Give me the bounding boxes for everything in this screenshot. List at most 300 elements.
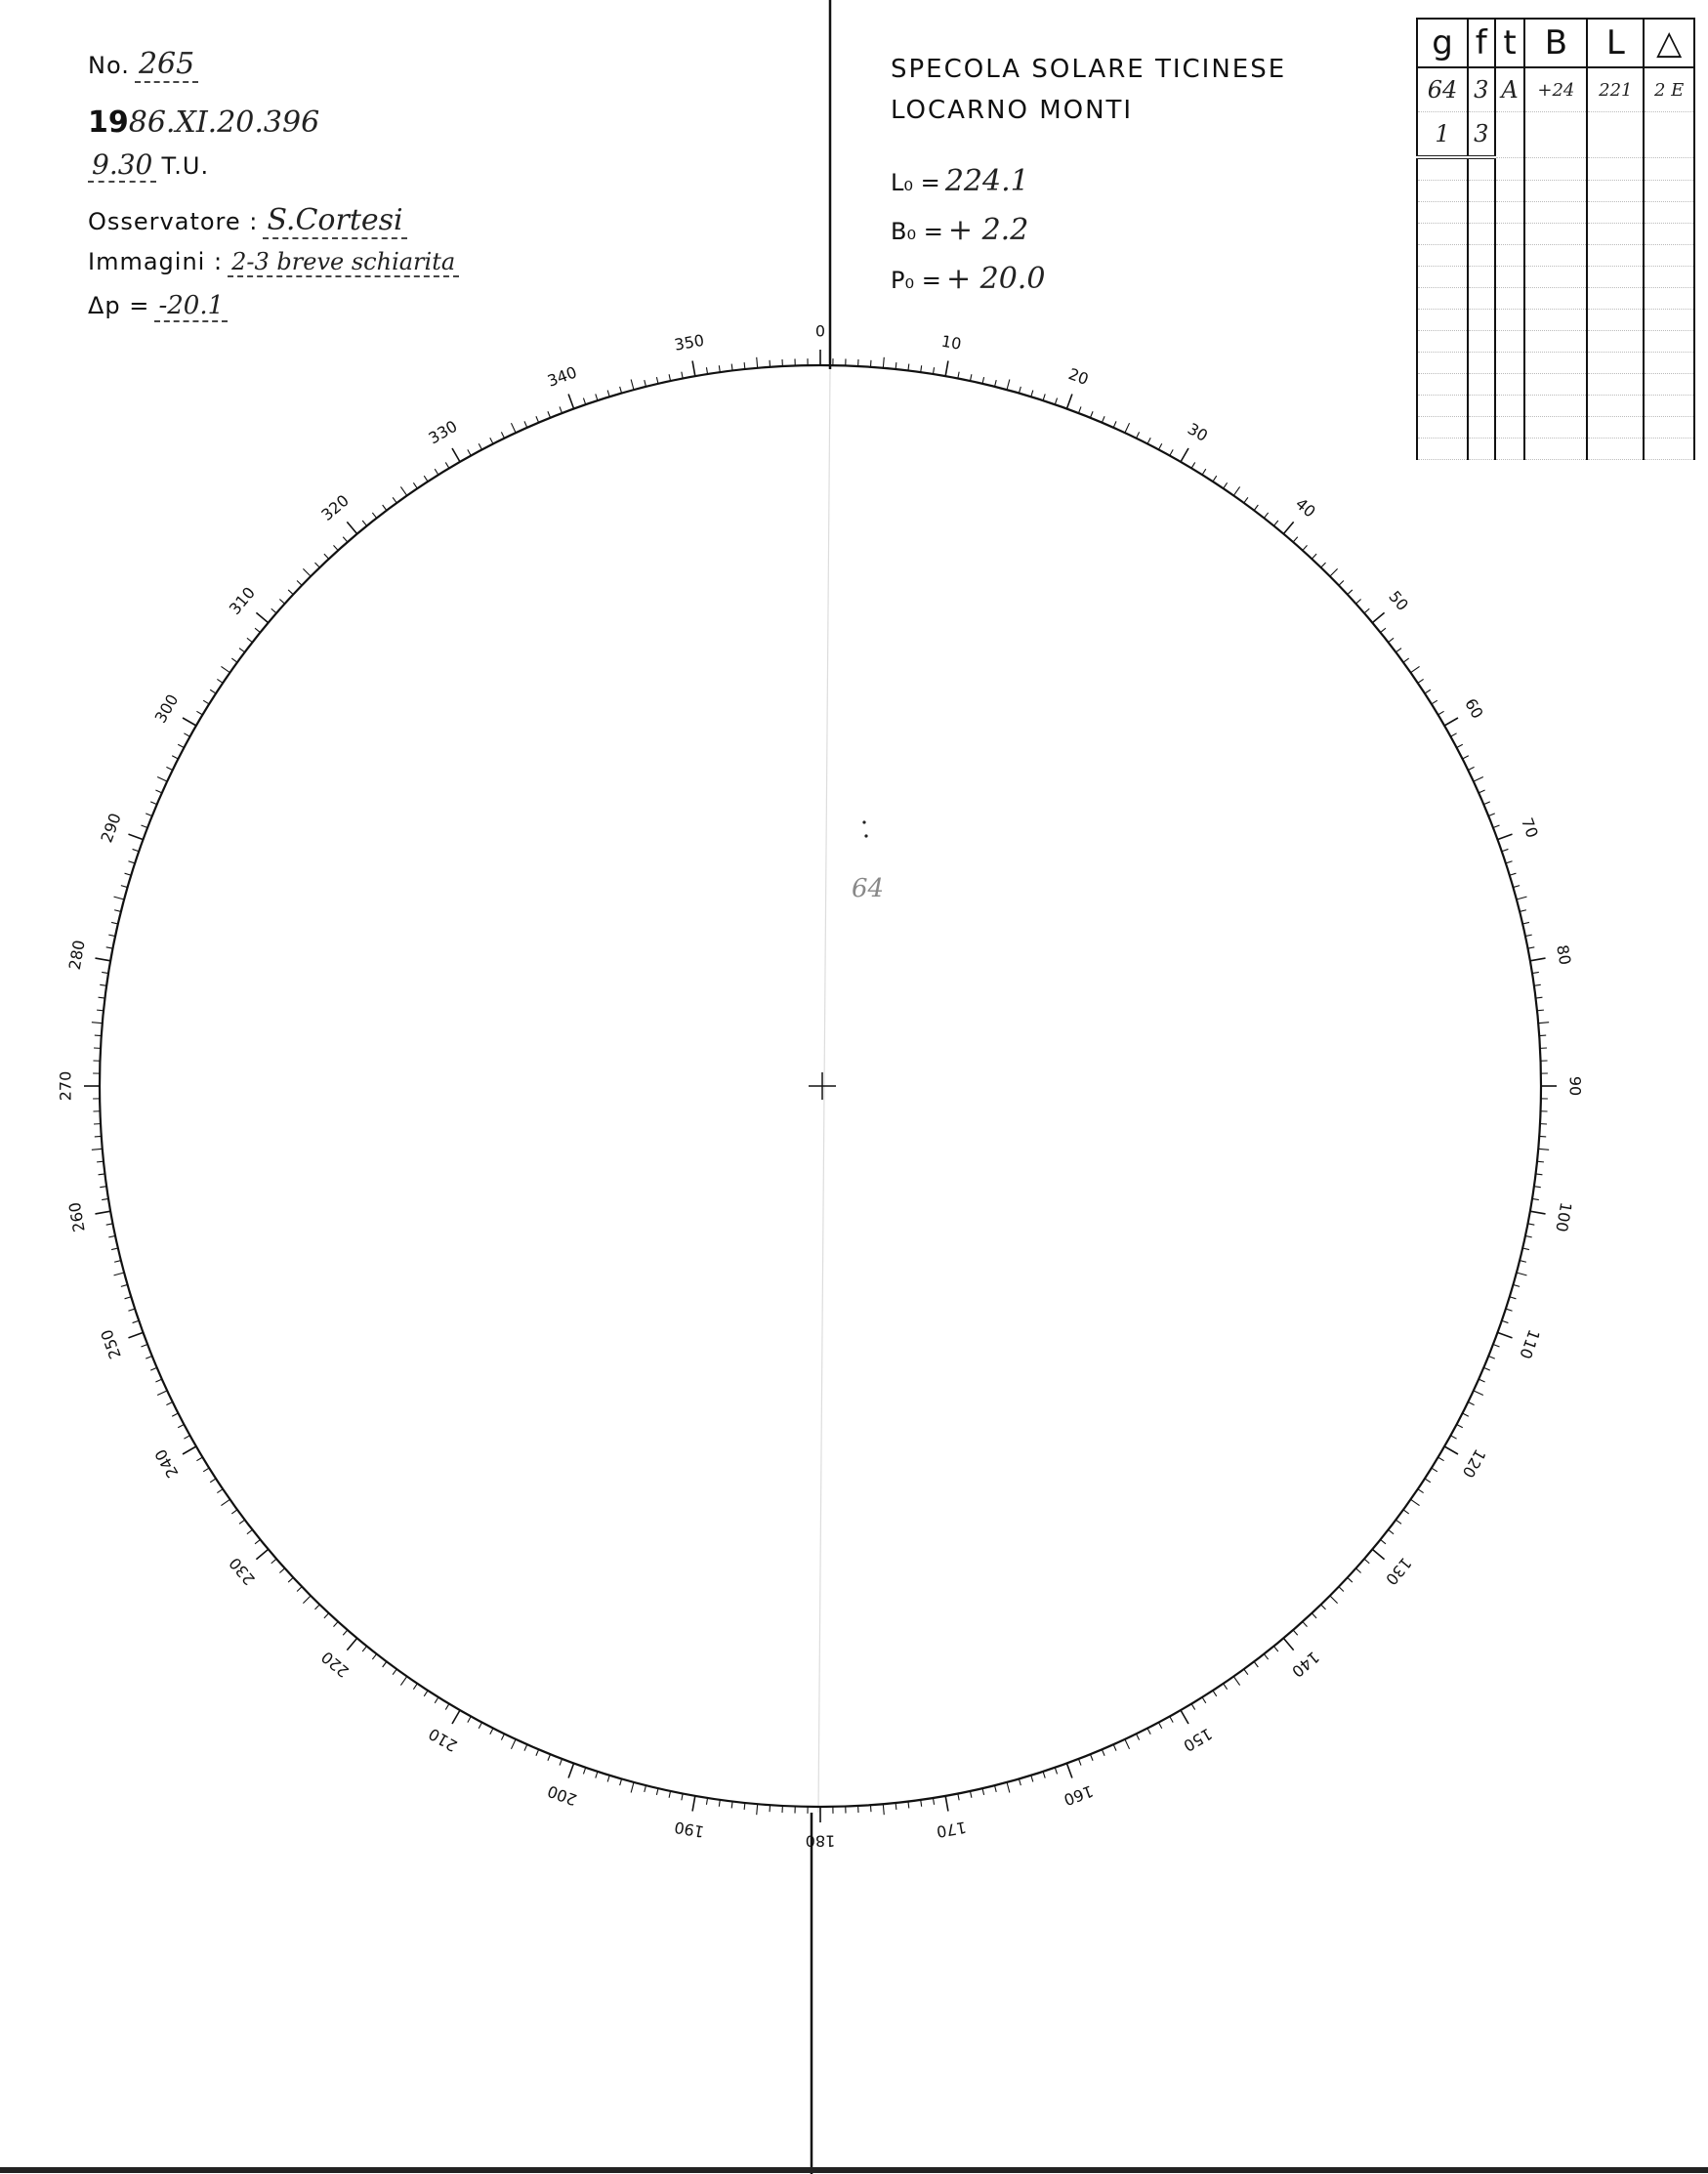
degree-tick: [1468, 1402, 1474, 1405]
degree-tick: [1213, 476, 1217, 481]
degree-tick: [333, 1621, 338, 1626]
degree-tick: [1019, 387, 1021, 394]
degree-tick: [548, 1754, 551, 1760]
degree-tick: [682, 372, 683, 379]
degree-label: 230: [225, 1554, 259, 1589]
sunspot-dot: [864, 834, 867, 837]
degree-tick: [607, 391, 609, 397]
degree-tick: [1403, 1510, 1409, 1514]
degree-tick: [744, 362, 745, 369]
group-label: 64: [852, 874, 885, 903]
degree-tick: [150, 1367, 156, 1370]
degree-tick: [383, 1661, 387, 1667]
degree-tick: [731, 364, 732, 371]
degree-tick: [631, 1782, 634, 1793]
delta-p-label: Δp =: [88, 292, 150, 319]
degree-tick: [1043, 1772, 1045, 1778]
degree-tick: [400, 1677, 406, 1686]
degree-label: 100: [1552, 1200, 1576, 1233]
degree-tick: [1303, 1621, 1308, 1626]
degree-tick: [583, 1768, 585, 1775]
degree-tick: [995, 380, 997, 387]
degree-tick: [1479, 1379, 1484, 1382]
degree-tick: [1411, 1499, 1420, 1505]
degree-tick: [669, 1791, 670, 1798]
degree-tick: [1137, 432, 1140, 438]
degree-tick: [933, 367, 934, 374]
degree-tick: [247, 1529, 253, 1533]
degree-tick: [1389, 1529, 1395, 1533]
degree-tick: [217, 1489, 223, 1493]
observer-label: Osservatore :: [88, 208, 259, 235]
degree-tick: [682, 1793, 683, 1800]
degree-tick: [560, 406, 562, 413]
degree-tick: [121, 886, 128, 888]
degree-tick: [1330, 568, 1338, 576]
degree-tick: [1532, 1198, 1539, 1199]
degree-tick: [1283, 1638, 1293, 1650]
degree-tick: [1321, 1605, 1326, 1610]
degree-tick: [1244, 1669, 1248, 1675]
sunspot-dot: [862, 820, 865, 823]
degree-tick: [92, 1023, 103, 1024]
degree-tick: [114, 1273, 125, 1275]
degree-label: 210: [425, 1724, 461, 1756]
degree-tick: [210, 1479, 216, 1483]
degree-tick: [1055, 398, 1057, 405]
degree-tick: [970, 374, 971, 381]
degree-tick: [945, 1796, 948, 1812]
degree-tick: [172, 1413, 178, 1416]
degree-tick: [1355, 599, 1360, 604]
degree-tick: [1264, 513, 1268, 519]
degree-tick: [1474, 1391, 1483, 1396]
degree-tick: [1224, 1684, 1228, 1690]
degree-tick: [279, 1568, 284, 1573]
degree-tick: [128, 1309, 135, 1311]
institution-line1: SPECOLA SOLARE TICINESE: [891, 55, 1287, 84]
degree-label: 150: [1180, 1724, 1216, 1756]
cell-g: 1: [1417, 112, 1468, 158]
degree-tick: [1450, 733, 1456, 736]
degree-label: 330: [425, 416, 461, 448]
degree-tick: [1403, 658, 1409, 662]
degree-tick: [645, 1785, 646, 1792]
degree-tick: [99, 1174, 105, 1175]
degree-tick: [97, 1010, 104, 1011]
degree-tick: [719, 1800, 720, 1807]
degree-tick: [1364, 608, 1369, 613]
degree-tick: [1535, 1174, 1542, 1175]
date-value: 86.XI.20.396: [128, 105, 320, 140]
degree-tick: [435, 469, 438, 475]
degree-tick: [1502, 1320, 1509, 1322]
time-unit: T.U.: [161, 152, 210, 180]
degree-tick: [1497, 1332, 1512, 1337]
degree-tick: [108, 1235, 115, 1236]
degree-tick: [1364, 1559, 1369, 1564]
degree-tick: [1158, 1723, 1161, 1729]
degree-tick: [536, 416, 539, 422]
degree-tick: [1381, 628, 1386, 632]
degree-tick: [706, 367, 707, 374]
images-label: Immagini :: [88, 248, 224, 275]
degree-tick: [524, 421, 527, 427]
degree-tick: [303, 1596, 311, 1604]
degree-tick: [1113, 421, 1116, 427]
degree-tick: [1158, 443, 1161, 449]
central-meridian-guide: [818, 369, 830, 1813]
degree-tick: [908, 1801, 909, 1808]
degree-tick: [883, 357, 884, 368]
degree-tick: [435, 1697, 438, 1703]
degree-tick: [1102, 1749, 1104, 1755]
degree-tick: [413, 1684, 417, 1690]
cell-f: 3: [1468, 67, 1495, 112]
degree-tick: [239, 1520, 245, 1524]
degree-tick: [995, 1785, 997, 1792]
degree-tick: [383, 505, 387, 511]
cell-l: 221: [1587, 67, 1644, 112]
degree-tick: [1321, 563, 1326, 567]
degree-tick: [1031, 391, 1033, 397]
number-label: No.: [88, 52, 130, 79]
degree-tick: [490, 1729, 493, 1735]
degree-tick: [1444, 718, 1458, 726]
degree-label: 320: [317, 490, 353, 524]
degree-tick: [203, 1468, 209, 1472]
degree-tick: [468, 449, 471, 455]
degree-tick: [166, 1402, 172, 1405]
degree-tick: [560, 1759, 562, 1766]
degree-tick: [1517, 897, 1527, 899]
degree-tick: [1125, 423, 1130, 433]
column-header-delta: △: [1644, 19, 1694, 67]
degree-tick: [479, 443, 481, 449]
observer-value: S.Cortesi: [263, 203, 406, 239]
degree-tick: [1254, 1661, 1258, 1667]
degree-tick: [247, 638, 253, 642]
degree-tick: [1425, 690, 1431, 693]
degree-tick: [1538, 1149, 1549, 1150]
degree-tick: [883, 1804, 884, 1815]
degree-tick: [221, 666, 229, 672]
degree-tick: [669, 374, 670, 381]
degree-tick: [239, 648, 245, 652]
degree-tick: [1372, 1549, 1384, 1559]
cell-b: +24: [1524, 67, 1587, 112]
degree-tick: [511, 1739, 516, 1749]
degree-tick: [178, 744, 184, 747]
degree-tick: [424, 1691, 428, 1696]
degree-tick: [1396, 1520, 1401, 1524]
degree-tick: [1348, 590, 1353, 595]
degree-tick: [95, 958, 110, 961]
degree-tick: [128, 861, 135, 863]
degree-tick: [196, 1457, 202, 1461]
degree-tick: [958, 372, 959, 379]
degree-tick: [288, 1577, 293, 1582]
degree-tick: [1450, 1436, 1456, 1439]
degree-tick: [1339, 1587, 1344, 1592]
degree-tick: [1527, 947, 1534, 948]
degree-label: 80: [1553, 943, 1575, 967]
degree-tick: [1312, 554, 1316, 559]
degree-tick: [128, 1332, 143, 1337]
column-header-l: L: [1587, 19, 1644, 67]
degree-tick: [1233, 486, 1239, 495]
degree-tick: [271, 608, 276, 613]
degree-tick: [1233, 1677, 1239, 1686]
degree-tick: [656, 1788, 658, 1795]
degree-tick: [1432, 1468, 1437, 1472]
degree-label: 170: [935, 1818, 968, 1842]
degree-tick: [452, 1710, 460, 1724]
degree-label: 130: [1382, 1554, 1416, 1589]
degree-tick: [297, 1587, 302, 1592]
degree-tick: [288, 590, 293, 595]
degree-tick: [1254, 505, 1258, 511]
degree-label: 140: [1288, 1648, 1323, 1682]
degree-tick: [1479, 790, 1484, 793]
degree-tick: [958, 1793, 959, 1800]
degree-tick: [128, 834, 143, 839]
degree-tick: [393, 497, 396, 503]
degree-tick: [1381, 1539, 1386, 1543]
degree-tick: [393, 1669, 396, 1675]
time-value: 9.30: [88, 148, 156, 183]
degree-tick: [501, 1734, 504, 1739]
degree-tick: [155, 790, 161, 793]
degree-tick: [114, 1261, 121, 1263]
degree-tick: [596, 394, 598, 400]
degree-label: 240: [150, 1445, 183, 1482]
degree-tick: [1090, 1754, 1093, 1760]
degree-tick: [150, 802, 156, 805]
degree-label: 290: [97, 811, 125, 846]
degree-tick: [303, 568, 311, 576]
degree-tick: [1425, 1479, 1431, 1483]
degree-tick: [1102, 416, 1104, 422]
degree-label: 160: [1061, 1781, 1096, 1810]
degree-tick: [1525, 935, 1532, 936]
b0-value: + 2.2: [947, 213, 1029, 247]
degree-tick: [908, 364, 909, 371]
degree-tick: [1264, 1654, 1268, 1660]
degree-tick: [1502, 849, 1509, 851]
degree-tick: [1273, 1647, 1277, 1651]
degree-tick: [372, 1654, 376, 1660]
degree-tick: [945, 360, 948, 376]
degree-tick: [1506, 1309, 1513, 1311]
degree-tick: [1522, 922, 1529, 924]
degree-tick: [1389, 638, 1395, 642]
degree-tick: [524, 1744, 527, 1750]
degree-tick: [184, 733, 189, 736]
degree-tick: [1418, 1489, 1424, 1493]
degree-tick: [1527, 1224, 1534, 1225]
degree-tick: [1532, 972, 1539, 973]
degree-tick: [1147, 438, 1150, 443]
degree-tick: [921, 365, 922, 372]
degree-tick: [1396, 648, 1401, 652]
degree-label: 310: [225, 583, 259, 618]
degree-tick: [1534, 984, 1541, 985]
degree-label: 250: [97, 1326, 125, 1361]
degree-tick: [155, 1379, 161, 1382]
degree-label: 280: [64, 939, 89, 972]
column-header-f: f: [1468, 19, 1495, 67]
degree-tick: [1043, 394, 1045, 400]
degree-tick: [982, 1788, 984, 1795]
degree-tick: [1510, 1297, 1517, 1299]
degree-tick: [468, 1716, 471, 1722]
degree-tick: [99, 997, 105, 998]
degree-tick: [184, 1436, 189, 1439]
degree-label: 90: [1565, 1075, 1585, 1097]
degree-tick: [1438, 711, 1444, 715]
degree-tick: [95, 1211, 110, 1214]
degree-tick: [1483, 1367, 1489, 1370]
degree-tick: [719, 365, 720, 372]
degree-tick: [1066, 1763, 1071, 1777]
degree-tick: [1520, 910, 1526, 912]
degree-tick: [921, 1800, 922, 1807]
degree-tick: [596, 1772, 598, 1778]
degree-tick: [1312, 1613, 1316, 1618]
degree-tick: [1191, 462, 1195, 468]
degree-tick: [1488, 1356, 1494, 1359]
degree-tick: [102, 972, 108, 973]
degree-tick: [744, 1803, 745, 1810]
degree-tick: [102, 1198, 108, 1199]
degree-tick: [100, 984, 106, 985]
degree-tick: [271, 1559, 276, 1564]
degree-tick: [1457, 1424, 1463, 1427]
degree-tick: [1078, 1759, 1081, 1766]
degree-tick: [645, 380, 646, 387]
degree-tick: [203, 700, 209, 704]
column-header-b: B: [1524, 19, 1587, 67]
degree-label: 350: [673, 330, 706, 355]
degree-tick: [1125, 1739, 1130, 1749]
degree-tick: [256, 612, 268, 622]
degree-tick: [172, 756, 178, 759]
degree-tick: [347, 1638, 356, 1650]
degree-tick: [1493, 1344, 1500, 1347]
degree-tick: [125, 1297, 132, 1299]
degree-tick: [157, 1391, 167, 1396]
degree-tick: [231, 658, 237, 662]
degree-tick: [279, 599, 284, 604]
degree-label: 190: [673, 1818, 706, 1842]
column-header-t: t: [1495, 19, 1525, 67]
degree-tick: [1525, 1235, 1532, 1236]
degree-label: 20: [1065, 364, 1092, 390]
degree-tick: [1181, 448, 1188, 462]
degree-tick: [1534, 1187, 1541, 1188]
degree-tick: [1372, 612, 1384, 622]
degree-tick: [231, 1510, 237, 1514]
degree-tick: [1078, 406, 1081, 413]
degree-tick: [1530, 1211, 1546, 1214]
degree-tick: [343, 1630, 348, 1635]
l0-label: L₀ =: [891, 169, 940, 196]
degree-tick: [1170, 449, 1173, 455]
degree-tick: [1019, 1778, 1021, 1785]
degree-tick: [1113, 1744, 1116, 1750]
degree-tick: [1224, 482, 1228, 488]
degree-label: 260: [64, 1200, 89, 1233]
degree-tick: [1463, 1413, 1469, 1416]
degree-tick: [1530, 958, 1546, 961]
degree-label: 50: [1385, 587, 1412, 615]
degree-tick: [314, 1605, 319, 1610]
degree-tick: [1506, 861, 1513, 863]
degree-tick: [1520, 1261, 1526, 1263]
degree-tick: [121, 1284, 128, 1286]
delta-p-value: -20.1: [154, 291, 228, 322]
degree-tick: [97, 1161, 104, 1162]
degree-tick: [133, 849, 140, 851]
degree-tick: [1432, 700, 1437, 704]
degree-tick: [1147, 1729, 1150, 1735]
degree-tick: [1191, 1704, 1195, 1710]
degree-tick: [607, 1776, 609, 1782]
degree-label: 10: [939, 331, 963, 354]
degree-label: 180: [805, 1831, 836, 1851]
degree-label: 200: [545, 1781, 580, 1810]
degree-tick: [196, 711, 202, 715]
degree-tick: [157, 776, 167, 781]
p0-value: + 20.0: [945, 262, 1046, 296]
degree-tick: [125, 873, 132, 875]
degree-tick: [1537, 1161, 1544, 1162]
degree-tick: [1463, 756, 1469, 759]
degree-tick: [100, 1187, 106, 1188]
degree-tick: [343, 537, 348, 542]
l0-value: 224.1: [944, 164, 1029, 198]
degree-label: 0: [814, 321, 826, 341]
degree-tick: [692, 360, 695, 376]
b0-label: B₀ =: [891, 218, 943, 245]
degree-tick: [1537, 1010, 1544, 1011]
degree-tick: [757, 1804, 758, 1815]
degree-tick: [1181, 1710, 1188, 1724]
degree-tick: [141, 1344, 147, 1347]
degree-tick: [314, 563, 319, 567]
degree-tick: [511, 423, 516, 433]
degree-tick: [1283, 522, 1293, 533]
degree-tick: [1007, 1782, 1010, 1793]
degree-tick: [1293, 1630, 1298, 1635]
degree-tick: [1493, 825, 1500, 828]
degree-tick: [1522, 1248, 1529, 1250]
degree-tick: [1055, 1768, 1057, 1775]
degree-tick: [1474, 776, 1483, 781]
degree-label: 120: [1458, 1445, 1490, 1482]
degree-tick: [183, 718, 196, 726]
institution-line2: LOCARNO MONTI: [891, 96, 1134, 125]
degree-tick: [1303, 545, 1308, 550]
degree-label: 70: [1517, 815, 1542, 841]
images-value: 2-3 breve schiarita: [228, 248, 459, 277]
cell-t: A: [1495, 67, 1525, 112]
degree-tick: [413, 482, 417, 488]
degree-label: 30: [1184, 419, 1212, 445]
degree-tick: [445, 462, 449, 468]
date-prefix: 19: [88, 105, 129, 140]
